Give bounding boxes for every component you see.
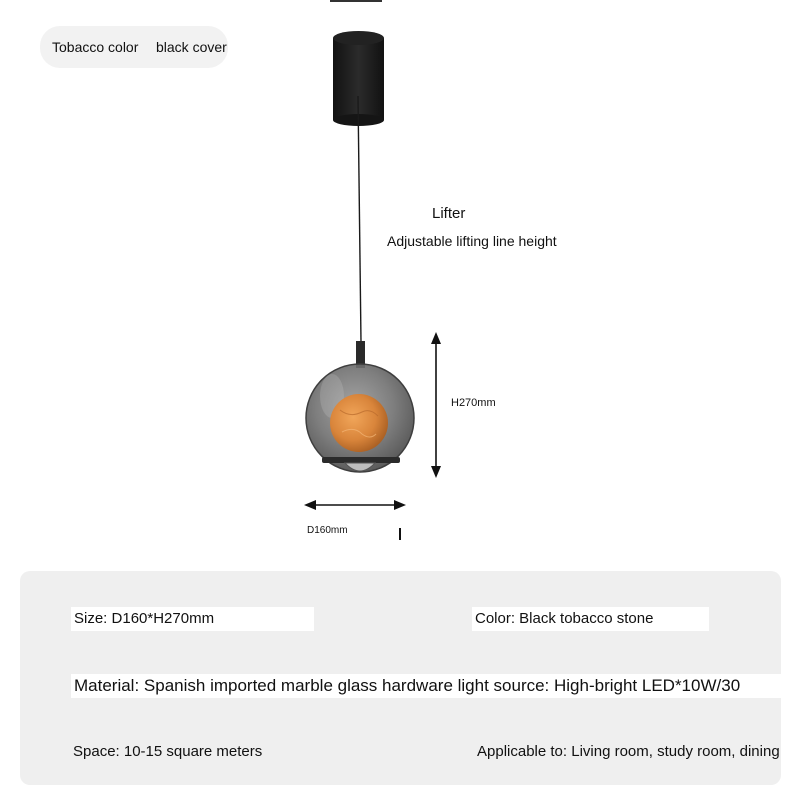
spec-panel [20,571,781,785]
lifter-label: Lifter [432,205,466,222]
lifter-description: Adjustable lifting line height [387,233,557,249]
spec-size: Size: D160*H270mm [71,607,314,631]
height-dimension-arrow [431,332,441,478]
marble-sphere [330,394,388,452]
spec-space: Space: 10-15 square meters [73,743,263,760]
width-dimension-label: D160mm [307,525,348,536]
spec-material: Material: Spanish imported marble glass hardware light source: High-bright LED*10W/30 [71,674,781,698]
color-tag-black-cover: black cover [156,39,227,55]
suspension-wire [358,96,361,342]
width-dimension-arrow [304,500,406,510]
mount-edge [330,0,382,2]
color-tag-tobacco: Tobacco color [52,39,139,55]
spec-color: Color: Black tobacco stone [472,607,709,631]
spec-applicable: Applicable to: Living room, study room, dining [477,743,780,760]
height-dimension-label: H270mm [451,397,496,409]
